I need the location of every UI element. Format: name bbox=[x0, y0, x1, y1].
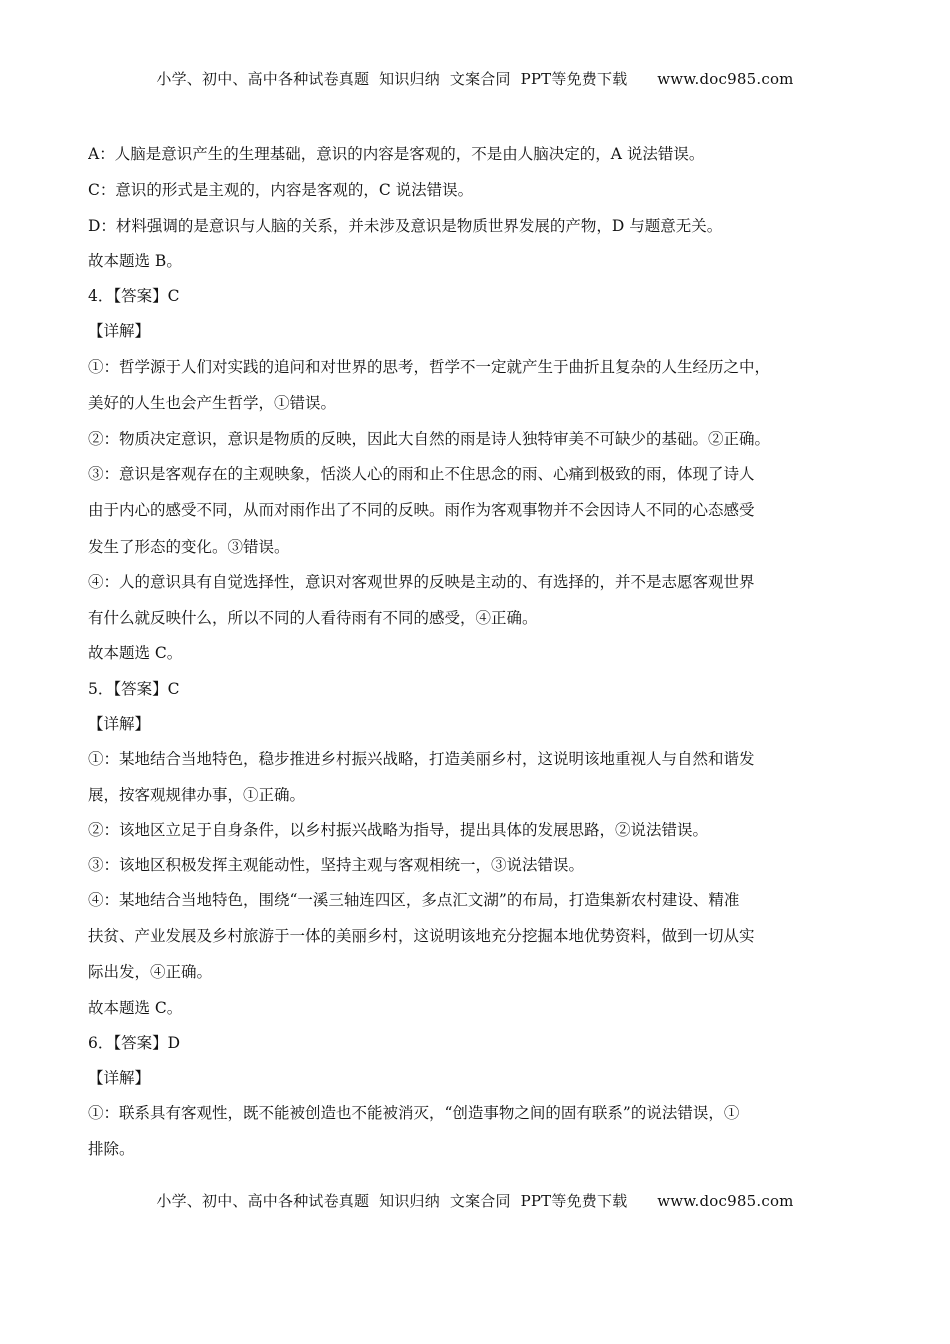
page-footer-watermark: 小学、初中、高中各种试卷真题 知识归纳 文案合同 PPT等免费下载 www.doc985.com bbox=[156, 1192, 794, 1210]
text-line: 美好的人生也会产生哲学，①错误。 bbox=[88, 394, 337, 412]
text-line: 展，按客观规律办事，①正确。 bbox=[88, 786, 306, 804]
text-line: ②：该地区立足于自身条件，以乡村振兴战略为指导，提出具体的发展思路，②说法错误。 bbox=[88, 821, 709, 839]
question-answer-5: 5．【答案】C bbox=[88, 680, 180, 698]
text-line: ④：某地结合当地特色，围绕“一溪三轴连四区，多点汇文湖”的布局，打造集新农村建设、精准 bbox=[88, 891, 740, 909]
text-line: ①：某地结合当地特色，稳步推进乡村振兴战略，打造美丽乡村，这说明该地重视人与自然和谐发 bbox=[88, 750, 755, 768]
text-line: 故本题选 B。 bbox=[88, 252, 182, 270]
page-header-watermark: 小学、初中、高中各种试卷真题 知识归纳 文案合同 PPT等免费下载 www.doc985.com bbox=[156, 70, 794, 88]
detail-heading: 【详解】 bbox=[88, 715, 151, 733]
question-answer-6: 6．【答案】D bbox=[88, 1034, 181, 1052]
text-line: C：意识的形式是主观的，内容是客观的，C 说法错误。 bbox=[88, 181, 474, 199]
text-line: ②：物质决定意识，意识是物质的反映，因此大自然的雨是诗人独特审美不可缺少的基础。②正确。 bbox=[88, 430, 771, 448]
text-line: 发生了形态的变化。③错误。 bbox=[88, 538, 290, 556]
text-line: ③：意识是客观存在的主观映象，恬淡人心的雨和止不住思念的雨、心痛到极致的雨，体现了诗人 bbox=[88, 465, 755, 483]
text-line: 际出发，④正确。 bbox=[88, 963, 213, 981]
text-line: ③：该地区积极发挥主观能动性，坚持主观与客观相统一，③说法错误。 bbox=[88, 856, 585, 874]
text-line: A：人脑是意识产生的生理基础，意识的内容是客观的，不是由人脑决定的，A 说法错误。 bbox=[88, 145, 705, 163]
text-line: ①：联系具有客观性，既不能被创造也不能被消灭，“创造事物之间的固有联系”的说法错误，① bbox=[88, 1104, 740, 1122]
text-line: D：材料强调的是意识与人脑的关系，并未涉及意识是物质世界发展的产物，D 与题意无关。 bbox=[88, 217, 723, 235]
question-answer-4: 4．【答案】C bbox=[88, 287, 180, 305]
text-line: ④：人的意识具有自觉选择性，意识对客观世界的反映是主动的、有选择的，并不是志愿客观世界 bbox=[88, 573, 755, 591]
text-line: 故本题选 C。 bbox=[88, 999, 183, 1017]
text-line: ①：哲学源于人们对实践的追问和对世界的思考，哲学不一定就产生于曲折且复杂的人生经历之中， bbox=[88, 358, 771, 376]
text-line: 故本题选 C。 bbox=[88, 644, 183, 662]
text-line: 有什么就反映什么，所以不同的人看待雨有不同的感受，④正确。 bbox=[88, 609, 538, 627]
detail-heading: 【详解】 bbox=[88, 322, 151, 340]
text-line: 扶贫、产业发展及乡村旅游于一体的美丽乡村，这说明该地充分挖掘本地优势资料，做到一切从实 bbox=[88, 927, 755, 945]
text-line: 由于内心的感受不同，从而对雨作出了不同的反映。雨作为客观事物并不会因诗人不同的心态感受 bbox=[88, 501, 755, 519]
text-line: 排除。 bbox=[88, 1140, 135, 1158]
detail-heading: 【详解】 bbox=[88, 1069, 151, 1087]
